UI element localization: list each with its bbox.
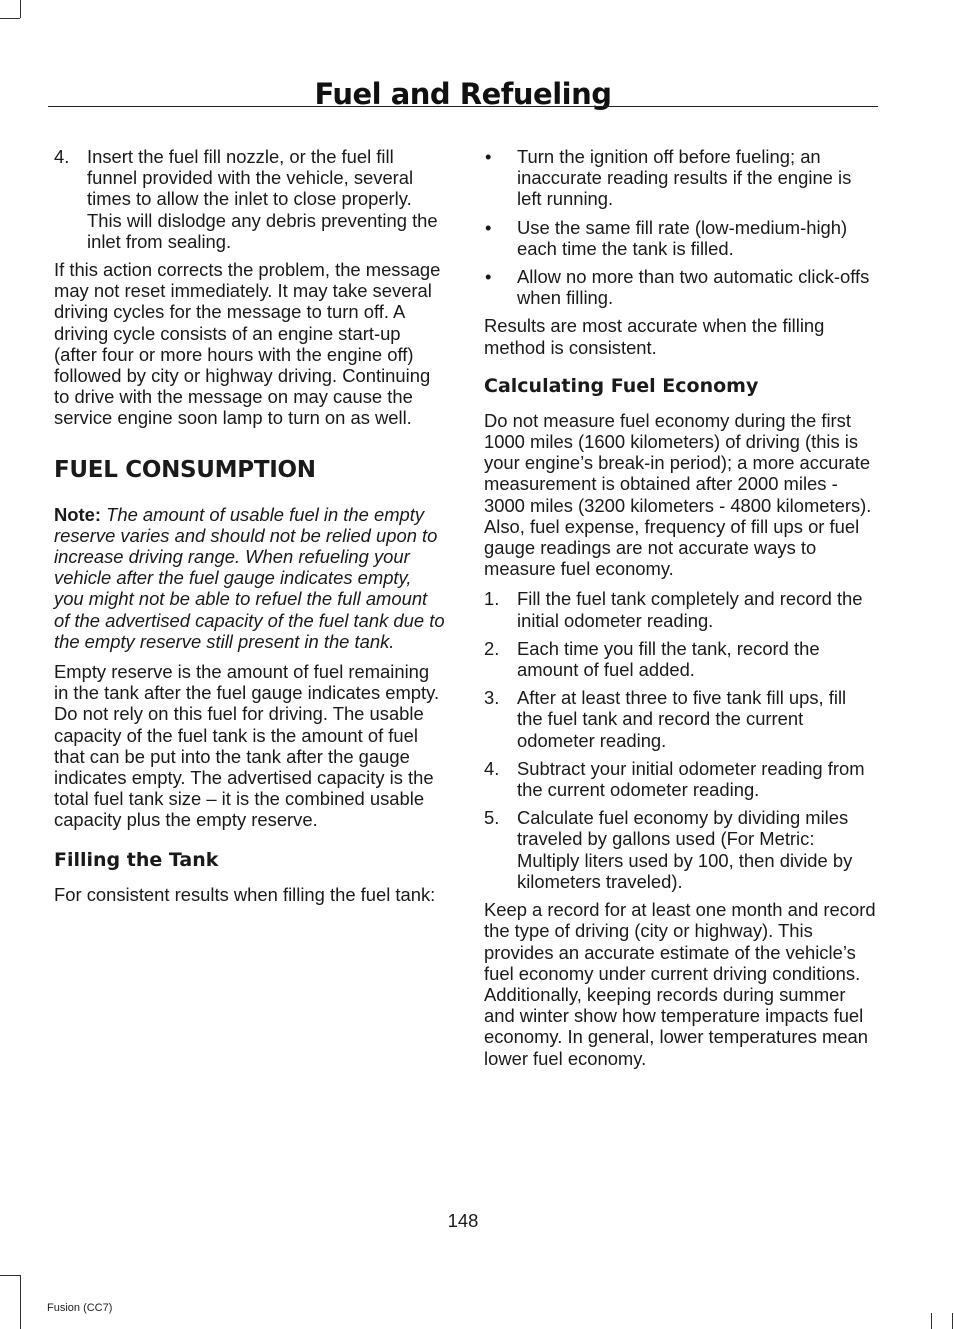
step-number: 3. [484, 687, 500, 709]
bullet-text: Use the same fill rate (low-medium-high) each time the tank is filled. [517, 216, 848, 259]
step-text: Fill the fuel tank completely and record the initial odometer reading. [517, 588, 863, 631]
step-text: Each time you fill the tank, record the amount of fuel added. [517, 637, 820, 681]
bullet-marker: • [485, 146, 492, 167]
step-4-item [54, 146, 446, 252]
footer-model-label: Fusion (CC7) [47, 1302, 113, 1314]
note-label: Note: [54, 503, 101, 525]
crop-mark-top-left-horizontal [0, 18, 20, 19]
crop-mark-top-left-vertical [20, 0, 21, 18]
step-4-text: Insert the fuel fill nozzle, or the fuel fill funnel provided with the vehicle, several times to allow the inlet to close properly. This will dislodge any debris preventing the inlet from sealing. [87, 146, 438, 252]
note-paragraph [54, 504, 446, 652]
step-item [484, 588, 876, 630]
note-text: The amount of usable fuel in the empty reserve varies and should not be relied upon to increase driving range. When refueling your vehicle after the fuel gauge indicates empty, you might not be able to refuel the full amount of the advertised capacity of the fuel tank due to the empty reserve still present in the tank. [54, 503, 445, 652]
left-column [54, 146, 446, 914]
results-paragraph: Results are most accurate when the filling method is consistent. [484, 315, 825, 358]
step-item [484, 758, 876, 800]
step-4-number: 4. [54, 146, 70, 167]
bullet-marker: • [485, 216, 492, 238]
page-title: Fuel and Refueling [314, 77, 612, 112]
step-item [484, 638, 876, 680]
fuel-consumption-heading: FUEL CONSUMPTION [54, 456, 316, 483]
bullet-marker: • [485, 266, 492, 288]
empty-reserve-paragraph: Empty reserve is the amount of fuel remaining in the tank after the fuel gauge indicates empty. Do not rely on this fuel for driving. The usable capacity of the fuel tank is the amount of fuel that can be put into the tank after the gauge indicates empty. The advertised capacity is the total fuel tank size – it is the combined usable capacity plus the empty reserve. [54, 661, 440, 831]
right-column [484, 146, 876, 1078]
step-text: Subtract your initial odometer reading from the current odometer reading. [517, 757, 865, 801]
crop-mark-bottom-left-vertical [20, 1275, 21, 1329]
filling-the-tank-heading: Filling the Tank [54, 848, 219, 871]
problem-correction-paragraph: If this action corrects the problem, the message may not reset immediately. It may take several driving cycles for the message to turn off. A driving cycle consists of an engine start-up (after four or more hours with the engine off) followed by city or highway driving. Continuing to drive with the message on may cause the service engine soon lamp to turn on as well. [54, 259, 441, 429]
crop-mark-bottom-left-horizontal [0, 1275, 20, 1276]
step-number: 1. [484, 588, 500, 610]
step-number: 2. [484, 637, 500, 659]
step-number: 5. [484, 807, 500, 829]
bullet-item [484, 146, 876, 210]
step-item [484, 687, 876, 751]
filling-intro-paragraph: For consistent results when filling the fuel tank: [54, 883, 436, 905]
bullet-item [484, 217, 876, 259]
step-number: 4. [484, 757, 500, 779]
title-divider [48, 106, 878, 107]
bullet-text: Turn the ignition off before fueling; an inaccurate reading results if the engine is left running. [517, 146, 852, 210]
step-item [484, 807, 876, 892]
step-text: Calculate fuel economy by dividing miles traveled by gallons used (For Metric: Multiply liters used by 100, then divide by kilometers traveled). [517, 807, 853, 892]
page-number: 148 [447, 1210, 479, 1231]
closing-paragraph: Keep a record for at least one month and record the type of driving (city or highway). This provides an accurate estimate of the vehicle’s fuel economy under current driving conditions. Additionally, keeping records during summer and winter show how temperature impacts fuel economy. In general, lower temperatures mean lower fuel economy. [484, 899, 876, 1069]
crop-mark-bottom-right-2 [952, 1313, 953, 1329]
bullet-text: Allow no more than two automatic click-offs when filling. [517, 266, 870, 309]
calculating-fuel-economy-heading: Calculating Fuel Economy [484, 374, 759, 397]
step-text: After at least three to five tank fill ups, fill the fuel tank and record the current odometer reading. [517, 687, 847, 751]
bullet-item [484, 266, 876, 308]
calc-intro-paragraph: Do not measure fuel economy during the first 1000 miles (1600 kilometers) of driving (this is your engine’s break-in period); a more accurate measurement is obtained after 2000 miles - 3000 miles (3200 kilometers - 4800 kilometers). Also, fuel expense, frequency of fill ups or fuel gauge readings are not accurate ways to measure fuel economy. [484, 409, 872, 580]
crop-mark-bottom-right-1 [931, 1313, 932, 1329]
